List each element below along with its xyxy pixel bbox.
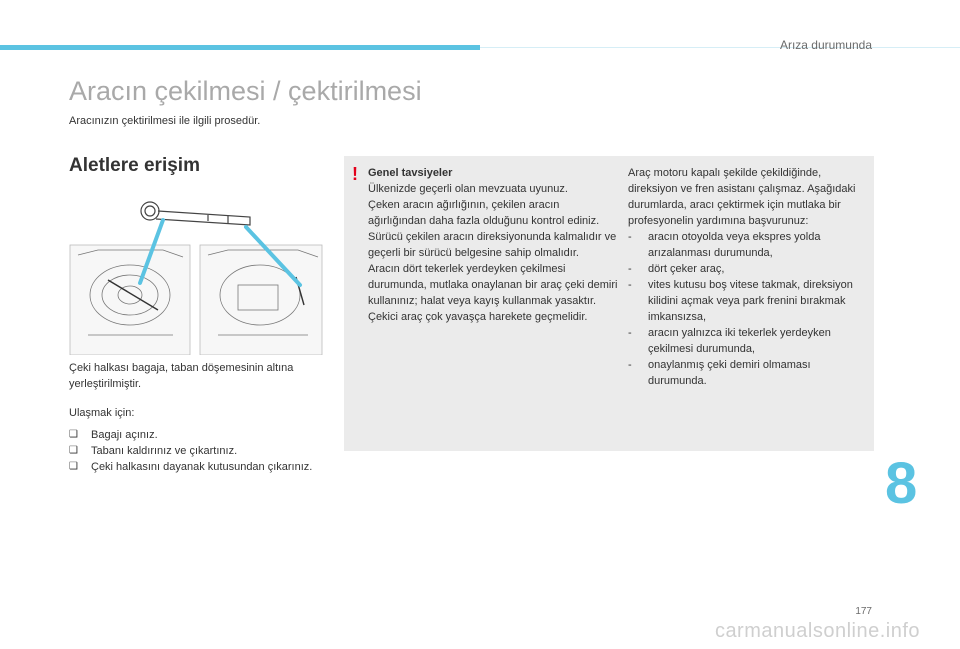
advice-paragraph: Aracın dört tekerlek yerdeyken çekilmesi durumunda, mutlaka onaylanan bir araç çeki demiri kullanınız; halat veya kayış kullanmak yasaktır.	[368, 263, 618, 307]
dash-marker: -	[628, 279, 632, 291]
page-title: Aracın çekilmesi / çektirilmesi	[69, 76, 422, 106]
advice-paragraph: Çeken aracın ağırlığının, çekilen aracın ağırlığından daha fazla olduğunu kontrol ediniz.	[368, 199, 600, 227]
cases-list	[628, 229, 863, 389]
advice-paragraph: Çekici araç çok yavaşça harekete geçmelidir.	[368, 311, 588, 323]
access-intro: Ulaşmak için:	[69, 407, 135, 419]
case-text: onaylanmış çeki demiri olmaması durumunda.	[648, 359, 811, 387]
advice-column-left	[368, 165, 618, 325]
checkbox-icon: ❑	[69, 445, 78, 456]
list-item	[69, 459, 329, 475]
trunk-view-left	[70, 245, 190, 355]
advice-paragraph: Ülkenizde geçerli olan mevzuata uyunuz.	[368, 183, 568, 195]
case-text: vites kutusu boş vitese takmak, direksiyon kilidini açmak veya park frenini bırakmak imkansızsa,	[648, 279, 853, 323]
header-rule	[480, 47, 960, 48]
page-number: 177	[855, 606, 872, 617]
tools-heading: Aletlere erişim	[69, 155, 200, 176]
list-item	[628, 229, 863, 261]
checkbox-icon: ❑	[69, 461, 78, 472]
step-text: Tabanı kaldırınız ve çıkartınız.	[91, 445, 238, 457]
list-item	[628, 261, 863, 277]
illustration-caption: Çeki halkası bagaja, taban döşemesinin altına yerleştirilmiştir.	[69, 362, 294, 390]
tow-ring-icon	[141, 202, 250, 225]
page-subtitle: Aracınızın çektirilmesi ile ilgili prosedür.	[69, 115, 261, 127]
watermark: carmanualsonline.info	[714, 620, 920, 642]
dash-marker: -	[628, 327, 632, 339]
step-text: Bagajı açınız.	[91, 429, 158, 441]
case-text: aracın yalnızca iki tekerlek yerdeyken çekilmesi durumunda,	[648, 327, 831, 355]
chapter-number: 8	[885, 451, 918, 516]
dash-marker: -	[628, 231, 632, 243]
list-item	[69, 427, 329, 443]
dash-marker: -	[628, 359, 632, 371]
case-text: aracın otoyolda veya ekspres yolda arızalanması durumunda,	[648, 231, 821, 259]
steps-list	[69, 427, 329, 475]
list-item	[628, 325, 863, 357]
case-text: dört çeker araç,	[648, 263, 725, 275]
list-item	[628, 277, 863, 325]
list-item	[628, 357, 863, 389]
list-item	[69, 443, 329, 459]
checkbox-icon: ❑	[69, 429, 78, 440]
dash-marker: -	[628, 263, 632, 275]
advice-intro: Araç motoru kapalı şekilde çekildiğinde, direksiyon ve fren asistanı çalışmaz. Aşağıdaki durumlarda, aracı çektirmek için mutlaka bir profesyonelin yardımına başvurunuz:	[628, 167, 856, 227]
advice-column-right	[628, 165, 863, 389]
step-text: Çeki halkasını dayanak kutusundan çıkarınız.	[91, 461, 313, 473]
tow-ring-illustration	[68, 195, 324, 355]
trunk-view-right	[200, 245, 322, 355]
warning-icon: !	[352, 164, 358, 184]
section-title: Arıza durumunda	[779, 38, 872, 52]
header-accent-bar	[0, 45, 480, 50]
advice-heading: Genel tavsiyeler	[368, 167, 453, 179]
advice-paragraph: Sürücü çekilen aracın direksiyonunda kalmalıdır ve geçerli bir sürücü belgesine sahip olmalıdır.	[368, 231, 617, 259]
